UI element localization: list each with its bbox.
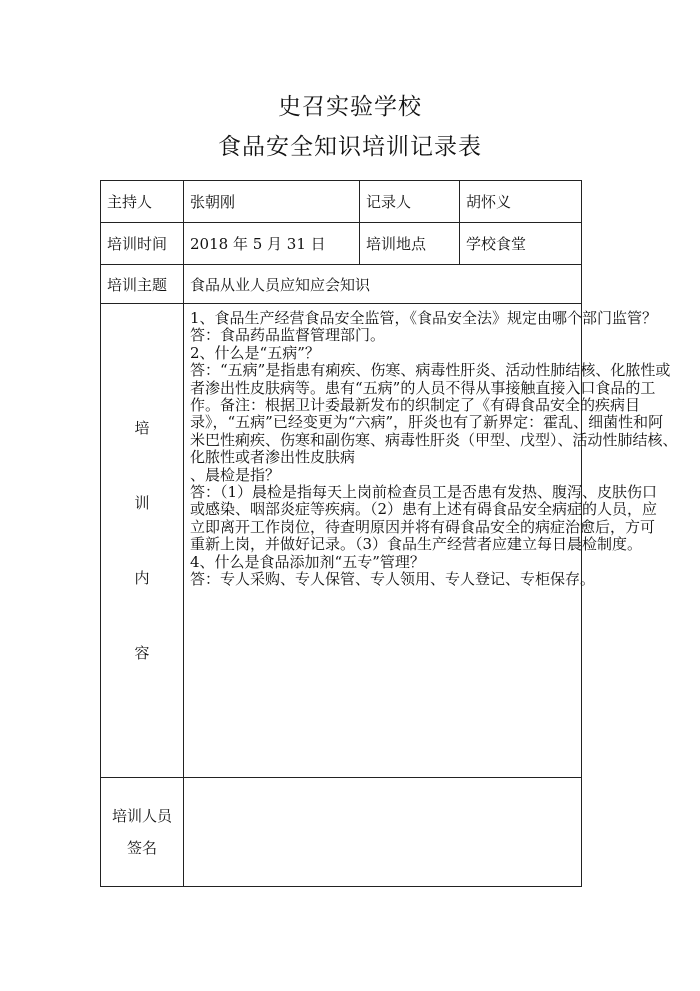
recorder-value: 胡怀义 xyxy=(460,181,582,223)
content-body xyxy=(184,304,678,778)
school-name: 史召实验学校 xyxy=(278,94,422,120)
content-line: 立即离开工作岗位，待查明原因并将有碍食品安全的病症治愈后，方可 xyxy=(190,517,656,536)
content-row xyxy=(101,304,582,778)
content-line: 重新上岗，并做好记录。（3）食品生产经营者应建立每日晨检制度。 xyxy=(190,535,643,554)
topic-row xyxy=(101,265,582,304)
content-line: 化脓性或者渗出性皮肤病 xyxy=(190,448,356,467)
location-label: 培训地点 xyxy=(360,223,460,265)
content-line: 答：食品药品监督管理部门。 xyxy=(190,326,386,345)
signature-label-line1: 培训人员 xyxy=(111,807,172,825)
training-record-table xyxy=(100,180,678,887)
host-label: 主持人 xyxy=(101,181,184,223)
host-value: 张朝刚 xyxy=(184,181,360,223)
form-title: 食品安全知识培训记录表 xyxy=(218,134,482,160)
content-line: 米巴性痢疾、伤寒和副伤寒、病毒性肝炎（甲型、戊型）、活动性肺结核、 xyxy=(190,430,678,449)
content-label-char: 培 xyxy=(134,418,150,437)
signature-label-line2: 签名 xyxy=(126,839,157,857)
content-line: 答：专人采购、专人保管、专人领用、专人登记、专柜保存。 xyxy=(190,570,596,589)
content-line: 1、食品生产经营食品安全监管，《食品安全法》规定由哪个部门监管？ xyxy=(190,309,658,327)
time-value: 2018 年 5 月 31 日 xyxy=(184,223,360,265)
content-line: 作。备注：根据卫计委最新发布的织制定了《有碍食品安全的疾病目 xyxy=(190,396,641,415)
content-line: 2、什么是“五病”？ xyxy=(190,343,320,362)
content-line: 4、什么是食品添加剂“五专”管理？ xyxy=(190,552,425,571)
signature-area[interactable] xyxy=(184,778,582,887)
content-label-char: 容 xyxy=(134,643,150,662)
host-row xyxy=(101,181,582,223)
time-label: 培训时间 xyxy=(101,223,184,265)
content-label-char: 训 xyxy=(134,493,150,512)
content-line: 答：“五病”是指患有痢疾、伤寒、病毒性肝炎、活动性肺结核、化脓性或 xyxy=(190,361,671,380)
content-line: 、晨检是指？ xyxy=(190,465,281,484)
content-line: 答：（1）晨检是指每天上岗前检查员工是否患有发热、腹泻、皮肤伤口 xyxy=(190,483,658,502)
topic-label: 培训主题 xyxy=(101,265,184,304)
topic-value: 食品从业人员应知应会知识 xyxy=(184,265,582,304)
time-row xyxy=(101,223,582,265)
recorder-label: 记录人 xyxy=(360,181,460,223)
signature-row xyxy=(101,778,582,887)
content-line: 录》，“五病”已经变更为“六病”，肝炎也有了新界定：霍乱、细菌性和阿 xyxy=(190,413,664,432)
content-line: 者渗出性皮肤病等。患有“五病”的人员不得从事接触直接入口食品的工 xyxy=(190,378,656,397)
content-label-char: 内 xyxy=(134,568,150,587)
location-value: 学校食堂 xyxy=(460,223,582,265)
signature-label xyxy=(101,778,184,887)
content-label xyxy=(101,304,184,778)
content-line: 或感染、咽部炎症等疾病。（2）患有上述有碍食品安全病症的人员，应 xyxy=(190,500,658,519)
